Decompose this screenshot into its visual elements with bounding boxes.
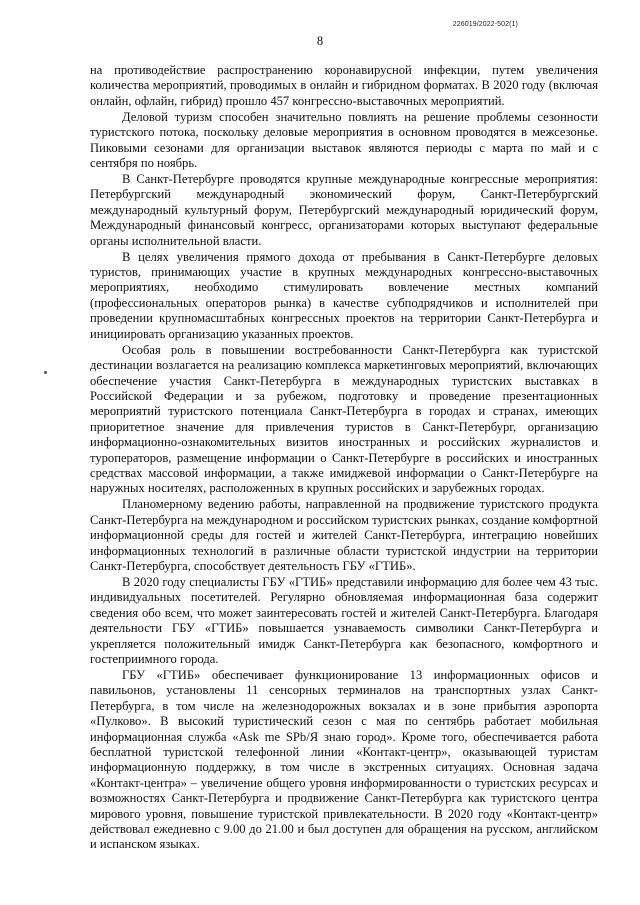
scan-artifact-dot: [44, 371, 47, 374]
paragraph-direct-income: В целях увеличения прямого дохода от пребывания в Санкт-Петербурге деловых туристов, принимающих участие в крупных международных конгрессно-выставочных мероприятиях, необходимо стимулировать вовлечение местных компаний (профессиональных операторов рынка) в качестве субподрядчиков и исполнителей при проведении крупномасштабных конгрессных проектов на территории Санкт-Петербурга и инициировать организацию указанных проектов.: [90, 249, 598, 341]
paragraph-gtib-role: Планомерному ведению работы, направленной на продвижение туристского продукта Санкт-Петербурга на международном и российском туристских рынках, создание комфортной информационной среды для гостей и жителей Санкт-Петербурга, интеграцию новейших информационных технологий в различные области туристской индустрии на территории Санкт-Петербурга, способствует деятельность ГБУ «ГТИБ».: [90, 497, 598, 573]
paragraph-business-tourism: Деловой туризм способен значительно повлиять на решение проблемы сезонности туристского потока, поскольку деловые мероприятия в основном проводятся в межсезонье. Пиковыми сезонами для организации выставок являются периоды с марта по май и с сентября по ноябрь.: [90, 109, 598, 171]
paragraph-congress-events: В Санкт-Петербурге проводятся крупные международные конгрессные мероприятия: Петербургский международный экономический форум, Санкт-Петербургский международный культурный форум, Петербургский международный юридический форум, Международный финансовый конгресс, организаторами которых выступают федеральные органы исполнительной власти.: [90, 172, 598, 248]
document-body: [90, 63, 598, 853]
page-number: 8: [316, 34, 324, 48]
document-number: 226019/2022-502(1): [452, 21, 518, 28]
paragraph-gtib-2020: В 2020 году специалисты ГБУ «ГТИБ» представили информацию для более чем 43 тыс. индивидуальных посетителей. Регулярно обновляемая информационная база содержит сведения обо всем, что может заинтересовать гостей и жителей Санкт-Петербурга. Благодаря деятельности ГБУ «ГТИБ» повышается узнаваемость символики Санкт-Петербурга и укрепляется положительный имидж Санкт-Петербурга как безопасного, комфортного и гостеприимного города.: [90, 574, 598, 666]
paragraph-marketing: Особая роль в повышении востребованности Санкт-Петербурга как туристской дестинации возлагается на реализацию комплекса маркетинговых мероприятий, включающих обеспечение участия Санкт-Петербурга в международных туристских выставках в Российской Федерации и за рубежом, подготовку и проведение презентационных мероприятий туристского потенциала Санкт-Петербурга в городах и странах, имеющих приоритетное значение для привлечения туристов в Санкт-Петербург, организацию информационно-ознакомительных визитов иностранных и российских журналистов и туроператоров, размещение информации о Санкт-Петербурге в российских и иностранных средствах массовой информации, а также имиджевой информации о Санкт-Петербурге на наружных носителях, расположенных в крупных российских и зарубежных городах.: [90, 342, 598, 496]
paragraph-info-offices: ГБУ «ГТИБ» обеспечивает функционирование 13 информационных офисов и павильонов, установлены 11 сенсорных терминалов на транспортных узлах Санкт-Петербурга, в том числе на железнодорожных вокзалах и в зоне прибытия аэропорта «Пулково». В высокий туристический сезон с мая по сентябрь работает мобильная информационная служба «Ask me SPb/Я знаю город». Кроме того, обеспечивается работа бесплатной туристской телефонной линии «Контакт-центр», оказывающей туристам информационную поддержку, в том числе в экстренных ситуациях. Основная задача «Контакт-центра» – увеличение общего уровня информированности о туристских ресурсах и возможностях Санкт-Петербурга и продвижение Санкт-Петербурга как туристского центра мирового уровня, повышение туристской привлекательности. В 2020 году «Контакт-центр» действовал ежедневно с 9.00 до 21.00 и был доступен для обращения на русском, английском и испанском языках.: [90, 668, 598, 852]
paragraph-continuation: на противодействие распространению коронавирусной инфекции, путем увеличения количества мероприятий, проводимых в онлайн и гибридном форматах. В 2020 году (включая онлайн, офлайн, гибрид) прошло 457 конгрессно-выставочных мероприятий.: [90, 63, 598, 108]
